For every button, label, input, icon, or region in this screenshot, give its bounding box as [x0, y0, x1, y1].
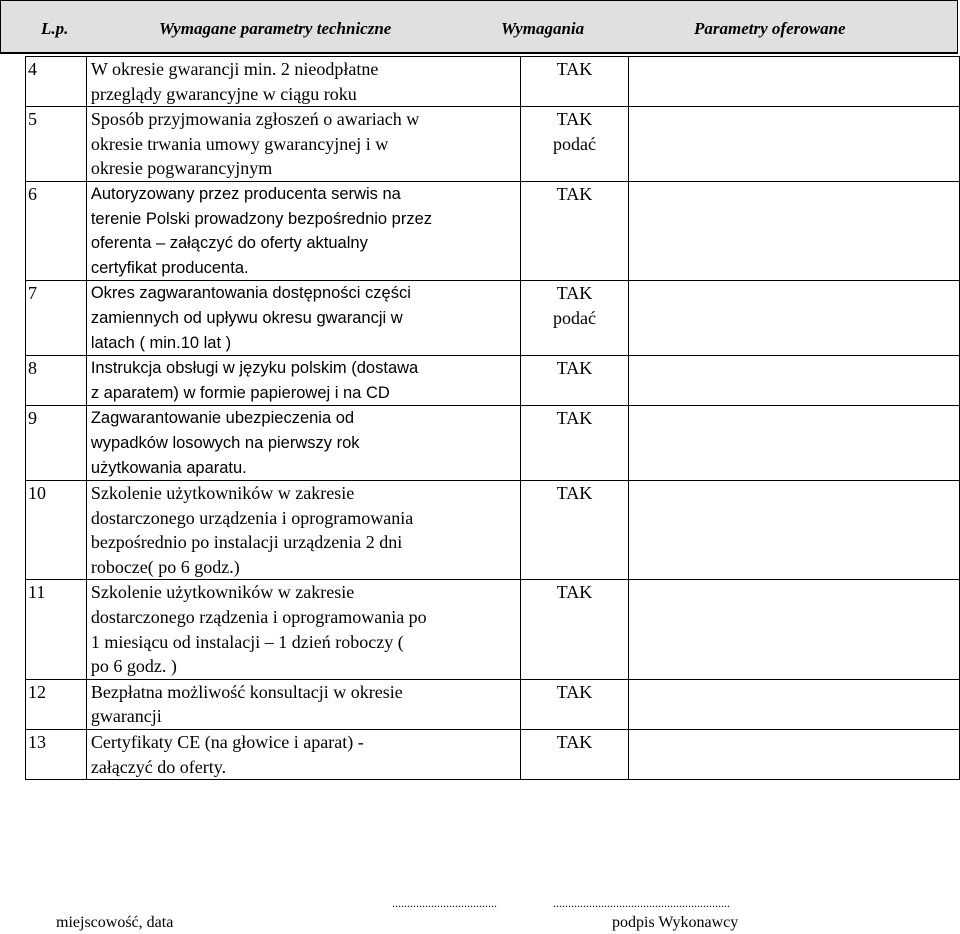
- row-requirement: TAK: [520, 580, 629, 679]
- table-row: [26, 57, 960, 107]
- row-description: Certyfikaty CE (na głowice i aparat) - załączyć do oferty.: [86, 730, 520, 780]
- table-row: [26, 281, 960, 356]
- header-offered: Parametry oferowane: [694, 19, 846, 38]
- row-offered-cell[interactable]: [629, 57, 960, 107]
- row-offered-cell[interactable]: [629, 281, 960, 356]
- signature-line: ...........................................................: [553, 896, 730, 910]
- row-number: 13: [26, 730, 87, 780]
- row-requirement: TAK: [520, 481, 629, 580]
- header-lp: L.p.: [41, 19, 69, 38]
- row-number: 12: [26, 679, 87, 729]
- row-offered-cell[interactable]: [629, 107, 960, 182]
- row-requirement: TAK: [520, 356, 629, 406]
- row-requirement: TAK podać: [520, 281, 629, 356]
- row-description: Szkolenie użytkowników w zakresie dostarczonego urządzenia i oprogramowania bezpośrednio po instalacji urządzenia 2 dni robocze( po 6 godz.): [86, 481, 520, 580]
- table-row: [26, 481, 960, 580]
- place-date-label: miejscowość, data: [56, 914, 174, 931]
- table-row: [26, 356, 960, 406]
- row-number: 8: [26, 356, 87, 406]
- row-requirement: TAK podać: [520, 107, 629, 182]
- row-number: 7: [26, 281, 87, 356]
- table-row: [26, 107, 960, 182]
- row-description: Autoryzowany przez producenta serwis na terenie Polski prowadzony bezpośrednio przez oferenta – załączyć do oferty aktualny certyfikat producenta.: [86, 181, 520, 280]
- spec-table: [25, 56, 960, 780]
- row-number: 6: [26, 181, 87, 280]
- table-row: [26, 406, 960, 481]
- row-description: Instrukcja obsługi w języku polskim (dostawa z aparatem) w formie papierowej i na CD: [86, 356, 520, 406]
- row-number: 4: [26, 57, 87, 107]
- row-description: Sposób przyjmowania zgłoszeń o awariach w okresie trwania umowy gwarancyjnej i w okresie pogwarancyjnym: [86, 107, 520, 182]
- header-params: Wymagane parametry techniczne: [159, 19, 392, 38]
- row-offered-cell[interactable]: [629, 730, 960, 780]
- row-offered-cell[interactable]: [629, 679, 960, 729]
- table-row: [26, 580, 960, 679]
- row-requirement: TAK: [520, 181, 629, 280]
- row-description: Okres zagwarantowania dostępności części zamiennych od upływu okresu gwarancji w latach ( min.10 lat ): [86, 281, 520, 356]
- table-row: [26, 181, 960, 280]
- row-offered-cell[interactable]: [629, 406, 960, 481]
- row-description: W okresie gwarancji min. 2 nieodpłatne przeglądy gwarancyjne w ciągu roku: [86, 57, 520, 107]
- row-requirement: TAK: [520, 730, 629, 780]
- row-number: 5: [26, 107, 87, 182]
- place-date-line: ...................................: [392, 896, 497, 910]
- row-requirement: TAK: [520, 57, 629, 107]
- row-number: 11: [26, 580, 87, 679]
- row-requirement: TAK: [520, 406, 629, 481]
- header-requirements: Wymagania: [501, 19, 585, 38]
- row-number: 9: [26, 406, 87, 481]
- row-number: 10: [26, 481, 87, 580]
- row-offered-cell[interactable]: [629, 580, 960, 679]
- row-offered-cell[interactable]: [629, 356, 960, 406]
- table-row: [26, 730, 960, 780]
- row-offered-cell[interactable]: [629, 181, 960, 280]
- signature-label: podpis Wykonawcy: [612, 914, 739, 931]
- table-row: [26, 679, 960, 729]
- row-description: Bezpłatna możliwość konsultacji w okresie gwarancji: [86, 679, 520, 729]
- row-description: Szkolenie użytkowników w zakresie dostarczonego rządzenia i oprogramowania po 1 miesiącu od instalacji – 1 dzień roboczy ( po 6 godz. ): [86, 580, 520, 679]
- row-offered-cell[interactable]: [629, 481, 960, 580]
- row-requirement: TAK: [520, 679, 629, 729]
- table-header: [0, 0, 958, 54]
- row-description: Zagwarantowanie ubezpieczenia od wypadków losowych na pierwszy rok użytkowania aparatu.: [86, 406, 520, 481]
